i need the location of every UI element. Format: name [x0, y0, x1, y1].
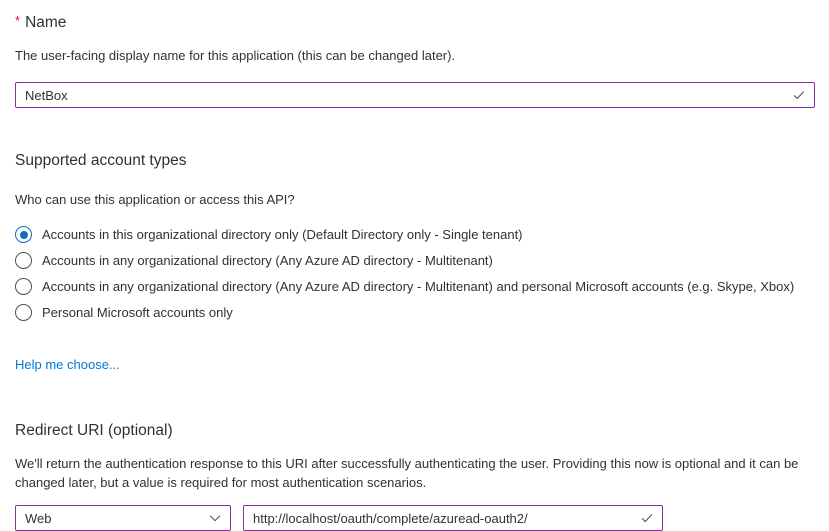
platform-dropdown[interactable]	[15, 505, 231, 531]
radio-selected-icon[interactable]	[15, 226, 32, 243]
radio-option-multitenant[interactable]	[15, 252, 815, 269]
redirect-uri-input-container	[243, 505, 663, 531]
radio-option-label: Accounts in any organizational directory (Any Azure AD directory - Multitenant)	[42, 253, 493, 268]
radio-option-label: Accounts in any organizational directory (Any Azure AD directory - Multitenant) and personal Microsoft accounts (e.g. Skype, Xbox)	[42, 279, 795, 294]
chevron-down-icon	[208, 511, 222, 525]
radio-unselected-icon[interactable]	[15, 304, 32, 321]
check-icon	[640, 511, 654, 525]
radio-option-single-tenant[interactable]	[15, 226, 815, 243]
radio-unselected-icon[interactable]	[15, 278, 32, 295]
account-types-radio-group	[15, 226, 815, 321]
redirect-uri-row	[15, 505, 815, 531]
name-field-label	[15, 11, 815, 33]
platform-dropdown-value: Web	[25, 510, 52, 526]
redirect-uri-heading: Redirect URI (optional)	[15, 422, 173, 439]
radio-option-personal-only[interactable]	[15, 304, 815, 321]
radio-option-label: Personal Microsoft accounts only	[42, 305, 233, 320]
name-input-container	[15, 82, 815, 108]
redirect-uri-description: We'll return the authentication response to this URI after successfully authenticating the user. Providing this now is optional and it can be changed later, but a value is required for most authentication scenarios.	[15, 456, 799, 490]
name-field-description: The user-facing display name for this application (this can be changed later).	[15, 48, 456, 63]
name-input[interactable]	[16, 83, 814, 107]
name-label-text: Name	[25, 14, 67, 31]
redirect-uri-input[interactable]	[244, 506, 662, 530]
supported-account-types-heading: Supported account types	[15, 152, 187, 169]
help-me-choose-link[interactable]: Help me choose...	[15, 357, 120, 372]
required-asterisk: *	[15, 13, 21, 28]
check-icon	[792, 88, 806, 102]
radio-option-label: Accounts in this organizational directory only (Default Directory only - Single tenant)	[42, 227, 523, 242]
radio-option-multitenant-personal[interactable]	[15, 278, 815, 295]
account-types-question: Who can use this application or access this API?	[15, 192, 295, 207]
radio-unselected-icon[interactable]	[15, 252, 32, 269]
